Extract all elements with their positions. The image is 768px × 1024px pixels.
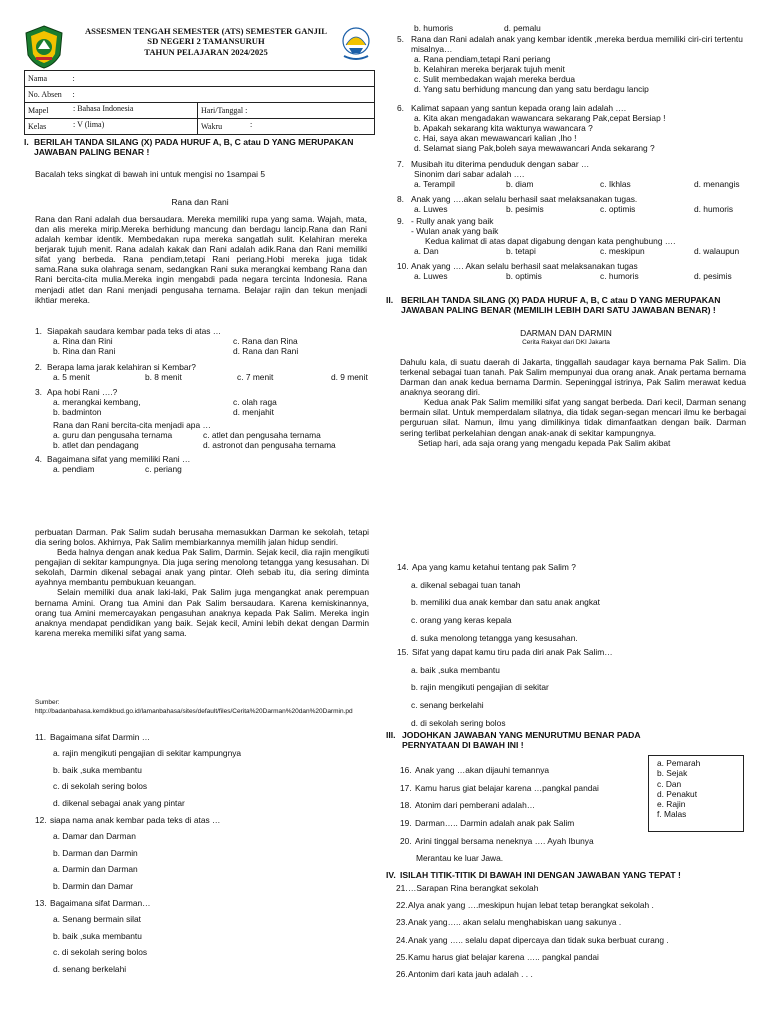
q8-option-d[interactable]: d. humoris — [694, 204, 734, 215]
q15-number: 15. — [397, 647, 409, 657]
q12-number: 12. — [35, 815, 47, 825]
q6-option-a[interactable]: a. Kita akan mengadakan wawancara sekarang Pak,cepat Bersiap ! — [414, 113, 666, 124]
q5-option-d[interactable]: d. Yang satu berhidung mancung dan yang satu berdagu lancip — [414, 84, 649, 95]
q8-option-b[interactable]: b. pesimis — [506, 204, 544, 215]
q11-option-a[interactable]: a. rajin mengikuti pengajian di sekitar kampungnya — [53, 748, 242, 759]
q18-text[interactable]: Atonim dari pemberani adalah… — [415, 800, 536, 811]
header-line-3: TAHUN PELAJARAN 2024/2025 — [144, 46, 268, 57]
absen-field[interactable] — [25, 87, 375, 103]
story-2-paragraph-1: Dahulu kala, di suatu daerah di Jakarta, tinggallah saudagar kaya bernama Pak Salim. Dia terkenal sebagai tuan tanah. Pak Salim mempunyai dua orang anak. Anak pertama bernama Darman dan anak kedua bernama Darmin. Sepeninggal istrinya, Pak Salim merawat kedua anaknya seorang diri. — [400, 357, 746, 398]
q12-option-c[interactable]: a. Darmin dan Darman — [53, 864, 138, 875]
story-2-text-bottom — [35, 527, 369, 638]
q13-option-b[interactable]: b. baik ,suka membantu — [53, 930, 142, 941]
q19-text[interactable]: Darman….. Darmin adalah anak pak Salim — [415, 817, 575, 828]
date-field[interactable] — [198, 103, 375, 119]
q7-option-a[interactable]: a. Terampil — [414, 179, 455, 190]
q9-option-c[interactable]: c. meskipun — [600, 246, 645, 257]
time-field[interactable] — [198, 119, 375, 135]
story-1-text: Rana dan Rani adalah dua bersaudara. Mereka memiliki rupa yang sama. Wajah, mata, dan alis mereka mirip.Mereka berhidung mancung dan berdagu lancip.Rana dan Rani adalah kembar identik. Membedakan rupa mereka sangatlah sulit. Kelahiran mereka berjarak tujuh menit. Rana adalah kakak dan Rani adalah adik.Rana dan Rani memiliki sifat yang berbeda. Rana pendiam,tetapi Rani periang.Hobi mereka juga tidak sama.Rana suka olahraga senam, sedangkan Rani suka merangkai kembang Rana dan Rani bercita-cita mulia.Mereka ingin mengabdi pada negara tercinta Indonesia. Rana menjadi atlet dan Rani menjadi pengusaha ternama. Belajar rajin dan tekun menjadi ikhtiar mereka. — [35, 214, 367, 305]
question-14 — [397, 559, 747, 647]
q7-text: Musibah itu diterima penduduk dengan sabar … — [411, 159, 590, 169]
question-4-continued — [397, 23, 747, 33]
question-6 — [397, 103, 747, 153]
q10-number: 10. — [397, 261, 409, 271]
q4-text: Bagaimana sifat yang memiliki Rani … — [47, 454, 191, 464]
q8-option-a[interactable]: a. Luwes — [414, 204, 448, 215]
q15-option-d[interactable]: d. di sekolah sering bolos — [411, 717, 506, 728]
section-2-title: BERILAH TANDA SILANG (X) PADA HURUF A, B, C atau D YANG MERUPAKAN JAWABAN PALING BENAR (MEMILIH LEBIH DARI SATU JAWABAN BENAR) ! — [401, 295, 721, 316]
q11-option-c[interactable]: c. di sekolah sering bolos — [53, 781, 148, 792]
question-2 — [35, 362, 368, 383]
q3-option-a[interactable]: a. merangkai kembang, — [53, 397, 141, 408]
q21-number: 21. — [396, 883, 408, 893]
story-1-title: Rana dan Rani — [171, 197, 229, 207]
q12-option-a[interactable]: a. Damar dan Darman — [53, 831, 136, 842]
section-1-header — [24, 137, 376, 158]
q16-text[interactable]: Anak yang …akan dijauhi temannya — [415, 765, 550, 775]
section-1-title: BERILAH TANDA SILANG (X) PADA HURUF A, B, C atau D YANG MERUPAKAN JAWABAN PALING BENAR ! — [34, 137, 354, 158]
q19-number: 19. — [400, 817, 412, 828]
choice-f[interactable]: f. Malas — [657, 809, 687, 820]
section-4-number: IV. — [386, 870, 396, 880]
name-label: Nama — [28, 73, 48, 83]
education-logo — [338, 25, 374, 63]
q9-sentence-1: - Rully anak yang baik — [411, 216, 494, 226]
q18-number: 18. — [400, 800, 412, 811]
matching-statements — [400, 762, 648, 868]
q15-text: Sifat yang dapat kamu tiru pada diri anak Pak Salim… — [412, 647, 613, 657]
time-label: Wakru — [201, 121, 223, 131]
school-logo — [24, 25, 64, 69]
q5-option-a[interactable]: a. Rana pendiam,tetapi Rani periang — [414, 54, 551, 65]
q1-text: Siapakah saudara kembar pada teks di atas … — [47, 326, 222, 336]
exam-header — [72, 26, 340, 57]
q4-option-c[interactable]: c. periang — [145, 464, 182, 475]
kelas-value: : V (lima) — [73, 120, 105, 129]
section-2-header — [386, 295, 746, 316]
kelas-label: Kelas — [28, 121, 47, 131]
q13-option-c[interactable]: c. di sekolah sering bolos — [53, 947, 148, 958]
student-info-table — [24, 70, 375, 135]
q7-option-d[interactable]: d. menangis — [694, 179, 740, 190]
story-2-paragraph-2: Kedua anak Pak Salim memiliki sifat yang sangat berbeda. Dari kecil, Darman senang bermain silat. Untuk memperdalam silatnya, dia tidak segan-segan mencari ilmu ke berbagai perguruan silat. Namun, ilmu yang dimilikinya tidak dimanfaatkan dengan baik. Darman sering terlibat perkelahian dengan anak-anak di sekitar kampungnya. — [400, 397, 746, 438]
q7-option-b[interactable]: b. diam — [506, 179, 534, 190]
q14-option-b[interactable]: b. memiliki dua anak kembar dan satu anak angkat — [411, 597, 601, 608]
q5-option-c[interactable]: c. Sulit membedakan wajah mereka berdua — [414, 74, 576, 85]
q10-option-d[interactable]: d. pesimis — [694, 271, 732, 282]
mapel-field — [25, 103, 198, 119]
q4-number: 4. — [35, 454, 42, 464]
q9-option-d[interactable]: d. walaupun — [694, 246, 740, 257]
section-3-header — [386, 730, 686, 751]
q24-number: 24. — [396, 934, 408, 945]
question-12 — [35, 812, 370, 894]
q17-text[interactable]: Kamu harus giat belajar karena …pangkal pandai — [415, 782, 599, 793]
q22-number: 22. — [396, 900, 408, 911]
header-line-1: ASSESMEN TENGAH SEMESTER (ATS) SEMESTER GANJIL — [84, 26, 328, 36]
q26-text[interactable]: Antonim dari kata jauh adalah . . . — [408, 969, 533, 980]
q11-option-b[interactable]: b. baik ,suka membantu — [53, 764, 142, 775]
q6-option-d[interactable]: d. Selamat siang Pak,boleh saya mewawancari Anda sekarang ? — [414, 143, 655, 154]
q2-option-c[interactable]: c. 7 menit — [237, 372, 274, 383]
question-cita-cita — [35, 420, 370, 450]
question-7 — [397, 159, 747, 189]
question-11 — [35, 729, 370, 811]
q14-text: Apa yang kamu ketahui tentang pak Salim ? — [412, 562, 576, 572]
absen-label: No. Absen — [28, 89, 62, 99]
q2-option-a[interactable]: a. 5 menit — [53, 372, 90, 383]
q15-option-a[interactable]: a. baik ,suka membantu — [411, 664, 500, 675]
q6-number: 6. — [397, 103, 404, 113]
q11-text: Bagaimana sifat Darmin … — [50, 732, 151, 742]
q8-option-c[interactable]: c. optimis — [600, 204, 636, 215]
q5-number: 5. — [397, 34, 404, 44]
q1-option-b[interactable]: b. Rina dan Rani — [53, 346, 116, 357]
story-2-source: Sumber: http://badanbahasa.kemdikbud.go.id/lamanbahasa/sites/default/files/Cerita%20Darman%20dan%20Darmin.pd — [35, 699, 353, 715]
mapel-label: Mapel — [28, 105, 49, 115]
question-8 — [397, 194, 747, 214]
q26-number: 26. — [396, 969, 408, 980]
fill-in-items — [396, 880, 746, 983]
q8-text: Anak yang ….akan selalu berhasil saat melaksanakan tugas. — [411, 194, 638, 204]
q13-number: 13. — [35, 898, 47, 908]
absen-colon: : — [72, 89, 75, 99]
q10-option-b[interactable]: b. optimis — [506, 271, 542, 282]
q11-number: 11. — [35, 732, 47, 742]
choice-c[interactable]: c. Dan — [657, 778, 682, 789]
q1-option-a[interactable]: a. Rina dan Rini — [53, 336, 113, 347]
q7-option-c[interactable]: c. Ikhlas — [600, 179, 631, 190]
question-10 — [397, 261, 747, 281]
q15-option-b[interactable]: b. rajin mengikuti pengajian di sekitar — [411, 682, 549, 693]
section-2-number: II. — [386, 295, 394, 305]
q16-number: 16. — [400, 765, 412, 775]
q5-option-b[interactable]: b. Kelahiran mereka berjarak tujuh menit — [414, 64, 565, 75]
q1-option-d[interactable]: d. Rana dan Rani — [233, 346, 299, 357]
date-label: Hari/Tanggal : — [201, 105, 248, 115]
q2-text: Berapa lama jarak kelahiran si Kembar? — [47, 362, 196, 372]
section-3-title: JODOHKAN JAWABAN YANG MENURUTMU BENAR PADA PERNYATAAN DI BAWAH INI ! — [402, 730, 641, 751]
question-1 — [35, 326, 365, 356]
q20-text-continued: Merantau ke luar Jawa. — [416, 853, 504, 864]
q20-number: 20. — [400, 835, 412, 846]
choice-d[interactable]: d. Penakut — [657, 788, 698, 799]
q-cita-option-c[interactable]: c. atlet dan pengusaha ternama — [203, 430, 321, 441]
name-colon: : — [72, 73, 75, 83]
question-15 — [397, 644, 747, 732]
choice-a[interactable]: a. Pemarah — [657, 758, 701, 768]
q20-text[interactable]: Arini tinggal bersama neneknya …. Ayah Ibunya — [415, 835, 594, 846]
q13-option-d[interactable]: d. senang berkelahi — [53, 963, 127, 974]
q9-option-b[interactable]: b. tetapi — [506, 246, 536, 257]
q9-sentence-2: - Wulan anak yang baik — [411, 226, 499, 237]
q12-text: siapa nama anak kembar pada teks di atas … — [50, 815, 221, 825]
question-5 — [397, 34, 747, 94]
q14-option-a[interactable]: a. dikenal sebagai tuan tanah — [411, 579, 521, 590]
q25-number: 25. — [396, 951, 408, 962]
q10-option-c[interactable]: c. humoris — [600, 271, 639, 282]
q6-option-c[interactable]: c. Hai, saya akan mewawancari kalian ,lho ! — [414, 133, 577, 144]
question-4 — [35, 454, 365, 474]
section-4-header — [386, 870, 746, 880]
q2-option-b[interactable]: b. 8 menit — [145, 372, 182, 383]
time-colon: : — [250, 120, 253, 129]
q9-number: 9. — [397, 216, 404, 226]
q-cita-option-b[interactable]: b. atlet dan pendagang — [53, 440, 139, 451]
q15-option-c[interactable]: c. senang berkelahi — [411, 699, 484, 710]
q22-text[interactable]: Alya anak yang ….meskipun hujan lebat tetap berangkat sekolah . — [408, 900, 654, 911]
q-cita-option-a[interactable]: a. guru dan pengusaha ternama — [53, 430, 173, 441]
section-1-number: I. — [24, 137, 29, 147]
q10-text: Anak yang …. Akan selalu berhasil saat melaksanakan tugas — [411, 261, 638, 271]
q23-text[interactable]: Anak yang….. akan selalu menghabiskan uang sakunya . — [408, 917, 622, 928]
q13-text: Bagaimana sifat Darman… — [50, 898, 151, 908]
q9-option-a[interactable]: a. Dan — [414, 246, 439, 257]
q3-number: 3. — [35, 387, 42, 397]
q14-option-d[interactable]: d. suka menolong tetangga yang kesusahan. — [411, 632, 578, 643]
q10-option-a[interactable]: a. Luwes — [414, 271, 448, 282]
q4-option-a[interactable]: a. pendiam — [53, 464, 95, 475]
q-cita-text: Rana dan Rani bercita-cita menjadi apa … — [53, 420, 211, 430]
q23-number: 23. — [396, 917, 408, 928]
q2-option-d[interactable]: d. 9 menit — [331, 372, 368, 383]
question-9 — [397, 216, 747, 256]
story-2-paragraph-4: perbuatan Darman. Pak Salim sudah berusaha memasukkan Darman ke sekolah, tetapi dia sering bolos. Akhirnya, Pak Salim membiarkannya memilih jalan hidup sendiri. — [35, 527, 369, 548]
q1-option-c[interactable]: c. Rana dan Rina — [233, 336, 298, 347]
name-field[interactable] — [25, 71, 375, 87]
q6-option-b[interactable]: b. Apakah sekarang kita waktunya wawancara ? — [414, 123, 593, 134]
q17-number: 17. — [400, 782, 412, 793]
q14-option-c[interactable]: c. orang yang keras kepala — [411, 614, 512, 625]
section-3-number: III. — [386, 730, 396, 740]
q-cita-option-d[interactable]: d. astronot dan pengusaha ternama — [203, 440, 336, 451]
q25-text[interactable]: Kamu harus giat belajar karena ….. pangkal pandai — [408, 951, 599, 962]
q3-option-b[interactable]: b. badminton — [53, 407, 102, 418]
q6-text: Kalimat sapaan yang santun kepada orang lain adalah …. — [411, 103, 627, 113]
story-2-paragraph-5: Beda halnya dengan anak kedua Pak Salim, Darmin. Sejak kecil, dia rajin mengikuti pengajian di sekitar kampungnya. Dia juga sering menolong tetangga yang kesusahan. Di sekolah, Darmin dikenal sebagai anak yang pintar. Oleh sebab itu, dia sering diminta ayahnya membantu pembukuan keuangan. — [35, 547, 369, 588]
q14-number: 14. — [397, 562, 409, 572]
q12-option-b[interactable]: b. Darman dan Darmin — [53, 847, 138, 858]
q13-option-a[interactable]: a. Senang bermain silat — [53, 914, 141, 925]
q3-option-c[interactable]: c. olah raga — [233, 397, 277, 408]
section-4-title: ISILAH TITIK-TITIK DI BAWAH INI DENGAN JAWABAN YANG TEPAT ! — [400, 870, 681, 880]
q21-text[interactable]: …Sarapan Rina berangkat sekolah — [408, 883, 539, 893]
q9-text: Kedua kalimat di atas dapat digabung dengan kata penghubung …. — [425, 236, 676, 247]
q3-text: Apa hobi Rani ….? — [47, 387, 118, 397]
question-13 — [35, 895, 370, 977]
q11-option-d[interactable]: d. dikenal sebagai anak yang pintar — [53, 797, 185, 808]
story-2-text-top — [400, 357, 746, 448]
story-2-title: DARMAN DAN DARMIN — [520, 328, 612, 338]
story-2-paragraph-6: Selain memiliki dua anak laki-laki, Pak Salim juga mengangkat anak perempuan bernama Amini. Orang tua Amini dan Pak Salim bersaudara. Karena kemiskinannya, orang tua Amini memercayakan pengasuhan anaknya kepada Pak Salim. Mereka ingin anaknya mendapat pendidikan yang baik. Sejak kecil, Amini lebih dekat dengan Darmin karena mereka memiliki sifat yang sama. — [35, 587, 369, 638]
q5-text: Rana dan Rani adalah anak yang kembar identik ,mereka berdua memiliki ciri-ciri tertentu misalnya… — [411, 34, 743, 55]
q12-option-d[interactable]: b. Darmin dan Damar — [53, 880, 134, 891]
choice-e[interactable]: e. Rajin — [657, 799, 686, 809]
choice-b[interactable]: b. Sejak — [657, 768, 688, 779]
q7-text-2: Sinonim dari sabar adalah …. — [414, 169, 525, 180]
mapel-value: : Bahasa Indonesia — [73, 104, 134, 113]
question-3 — [35, 387, 365, 417]
q7-number: 7. — [397, 159, 404, 169]
q8-number: 8. — [397, 194, 404, 204]
story-2-subtitle: Cerita Rakyat dari DKI Jakarta — [522, 339, 610, 346]
q24-text[interactable]: Anak yang ….. selalu dapat dipercaya dan tidak suka berbuat curang . — [408, 934, 669, 945]
q2-number: 2. — [35, 362, 42, 372]
kelas-field — [25, 119, 198, 135]
q4-option-d[interactable]: d. pemalu — [504, 23, 541, 33]
header-line-2: SD NEGERI 2 TAMANSURUH — [147, 36, 265, 47]
section-1-instruction: Bacalah teks singkat di bawah ini untuk mengisi no 1sampai 5 — [35, 169, 265, 179]
q3-option-d[interactable]: d. menjahit — [233, 407, 274, 418]
q4-option-b[interactable]: b. humoris — [414, 23, 454, 33]
matching-choices-box — [648, 755, 744, 832]
q1-number: 1. — [35, 326, 42, 336]
story-2-paragraph-3: Setiap hari, ada saja orang yang mengadu kepada Pak Salim akibat — [418, 437, 671, 448]
